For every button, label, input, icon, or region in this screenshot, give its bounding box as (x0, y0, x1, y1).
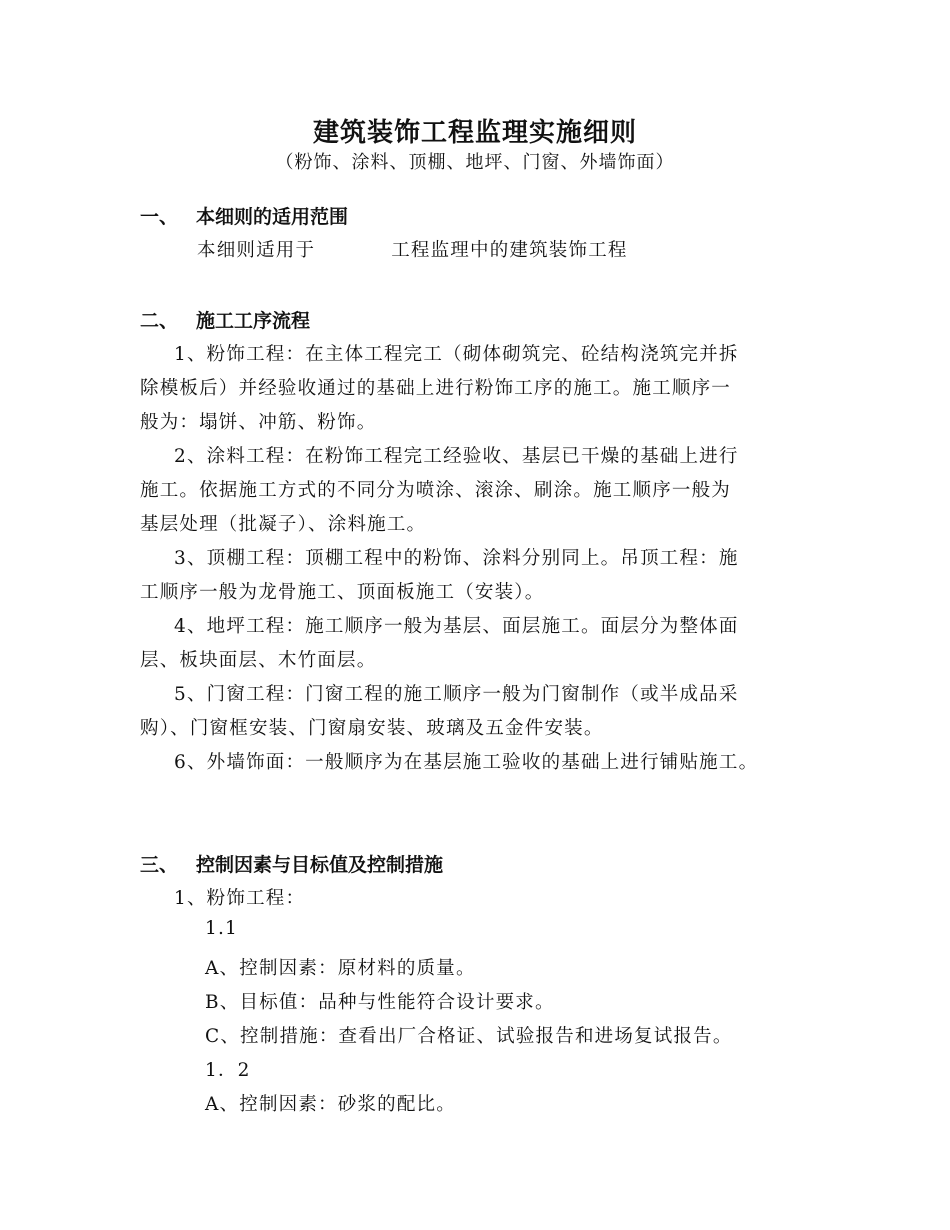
paragraph-line: 购）、门窗框安装、门窗扇安装、玻璃及五金件安装。 (140, 718, 604, 739)
section-3-title: 控制因素与目标值及控制措施 (196, 854, 444, 876)
document-title: 建筑装饰工程监理实施细则 (312, 118, 637, 148)
item-number: 1.1 (205, 918, 239, 939)
paragraph-line: 2、涂料工程：在粉饰工程完工经验收、基层已干燥的基础上进行 (174, 446, 739, 467)
section-3-number: 三、 (140, 854, 179, 876)
scope-text-before-blank: 本细则适用于 (197, 240, 316, 261)
paragraph-line: 工顺序一般为龙骨施工、顶面板施工（安装）。 (140, 582, 545, 603)
paragraph-line: 6、外墙饰面：一般顺序为在基层施工验收的基础上进行铺贴施工。 (174, 752, 759, 773)
item-line: A、控制因素：砂浆的配比。 (205, 1094, 456, 1115)
document-subtitle: （粉饰、涂料、顶棚、地坪、门窗、外墙饰面） (275, 152, 675, 173)
paragraph-line: 层、板块面层、木竹面层。 (140, 650, 377, 671)
section-3-heading (140, 850, 443, 877)
paragraph-line: 5、门窗工程：门窗工程的施工顺序一般为门窗制作（或半成品采 (174, 684, 739, 705)
paragraph-line: 施工。依据施工方式的不同分为喷涂、滚涂、刷涂。施工顺序一般为 (140, 480, 732, 501)
paragraph-line: 除模板后）并经验收通过的基础上进行粉饰工序的施工。施工顺序一 (140, 378, 732, 399)
section-2-number: 二、 (140, 310, 179, 332)
section-1-heading (140, 202, 348, 229)
paragraph-line: 4、地坪工程：施工顺序一般为基层、面层施工。面层分为整体面 (174, 616, 739, 637)
item-line: B、目标值：品种与性能符合设计要求。 (205, 992, 555, 1013)
section-2-heading (140, 306, 310, 333)
section-1-number: 一、 (140, 206, 179, 228)
section-1-title: 本细则的适用范围 (196, 206, 349, 228)
item-line: A、控制因素：原材料的质量。 (205, 958, 476, 979)
item-number: 1．2 (205, 1060, 251, 1081)
item-line: C、控制措施：查看出厂合格证、试验报告和进场复试报告。 (205, 1026, 733, 1047)
section-2-title: 施工工序流程 (196, 310, 311, 332)
scope-text-after-blank: 工程监理中的建筑装饰工程 (391, 240, 628, 261)
paragraph-line: 1、粉饰工程：在主体工程完工（砌体砌筑完、砼结构浇筑完并拆 (174, 344, 739, 365)
paragraph-line: 基层处理（批凝子）、涂料施工。 (140, 514, 427, 535)
subsection-label: 1、粉饰工程： (174, 888, 306, 909)
paragraph-line: 般为：塌饼、冲筋、粉饰。 (140, 412, 377, 433)
paragraph-line: 3、顶棚工程：顶棚工程中的粉饰、涂料分别同上。吊顶工程：施 (174, 548, 739, 569)
section-1-text (197, 236, 628, 262)
